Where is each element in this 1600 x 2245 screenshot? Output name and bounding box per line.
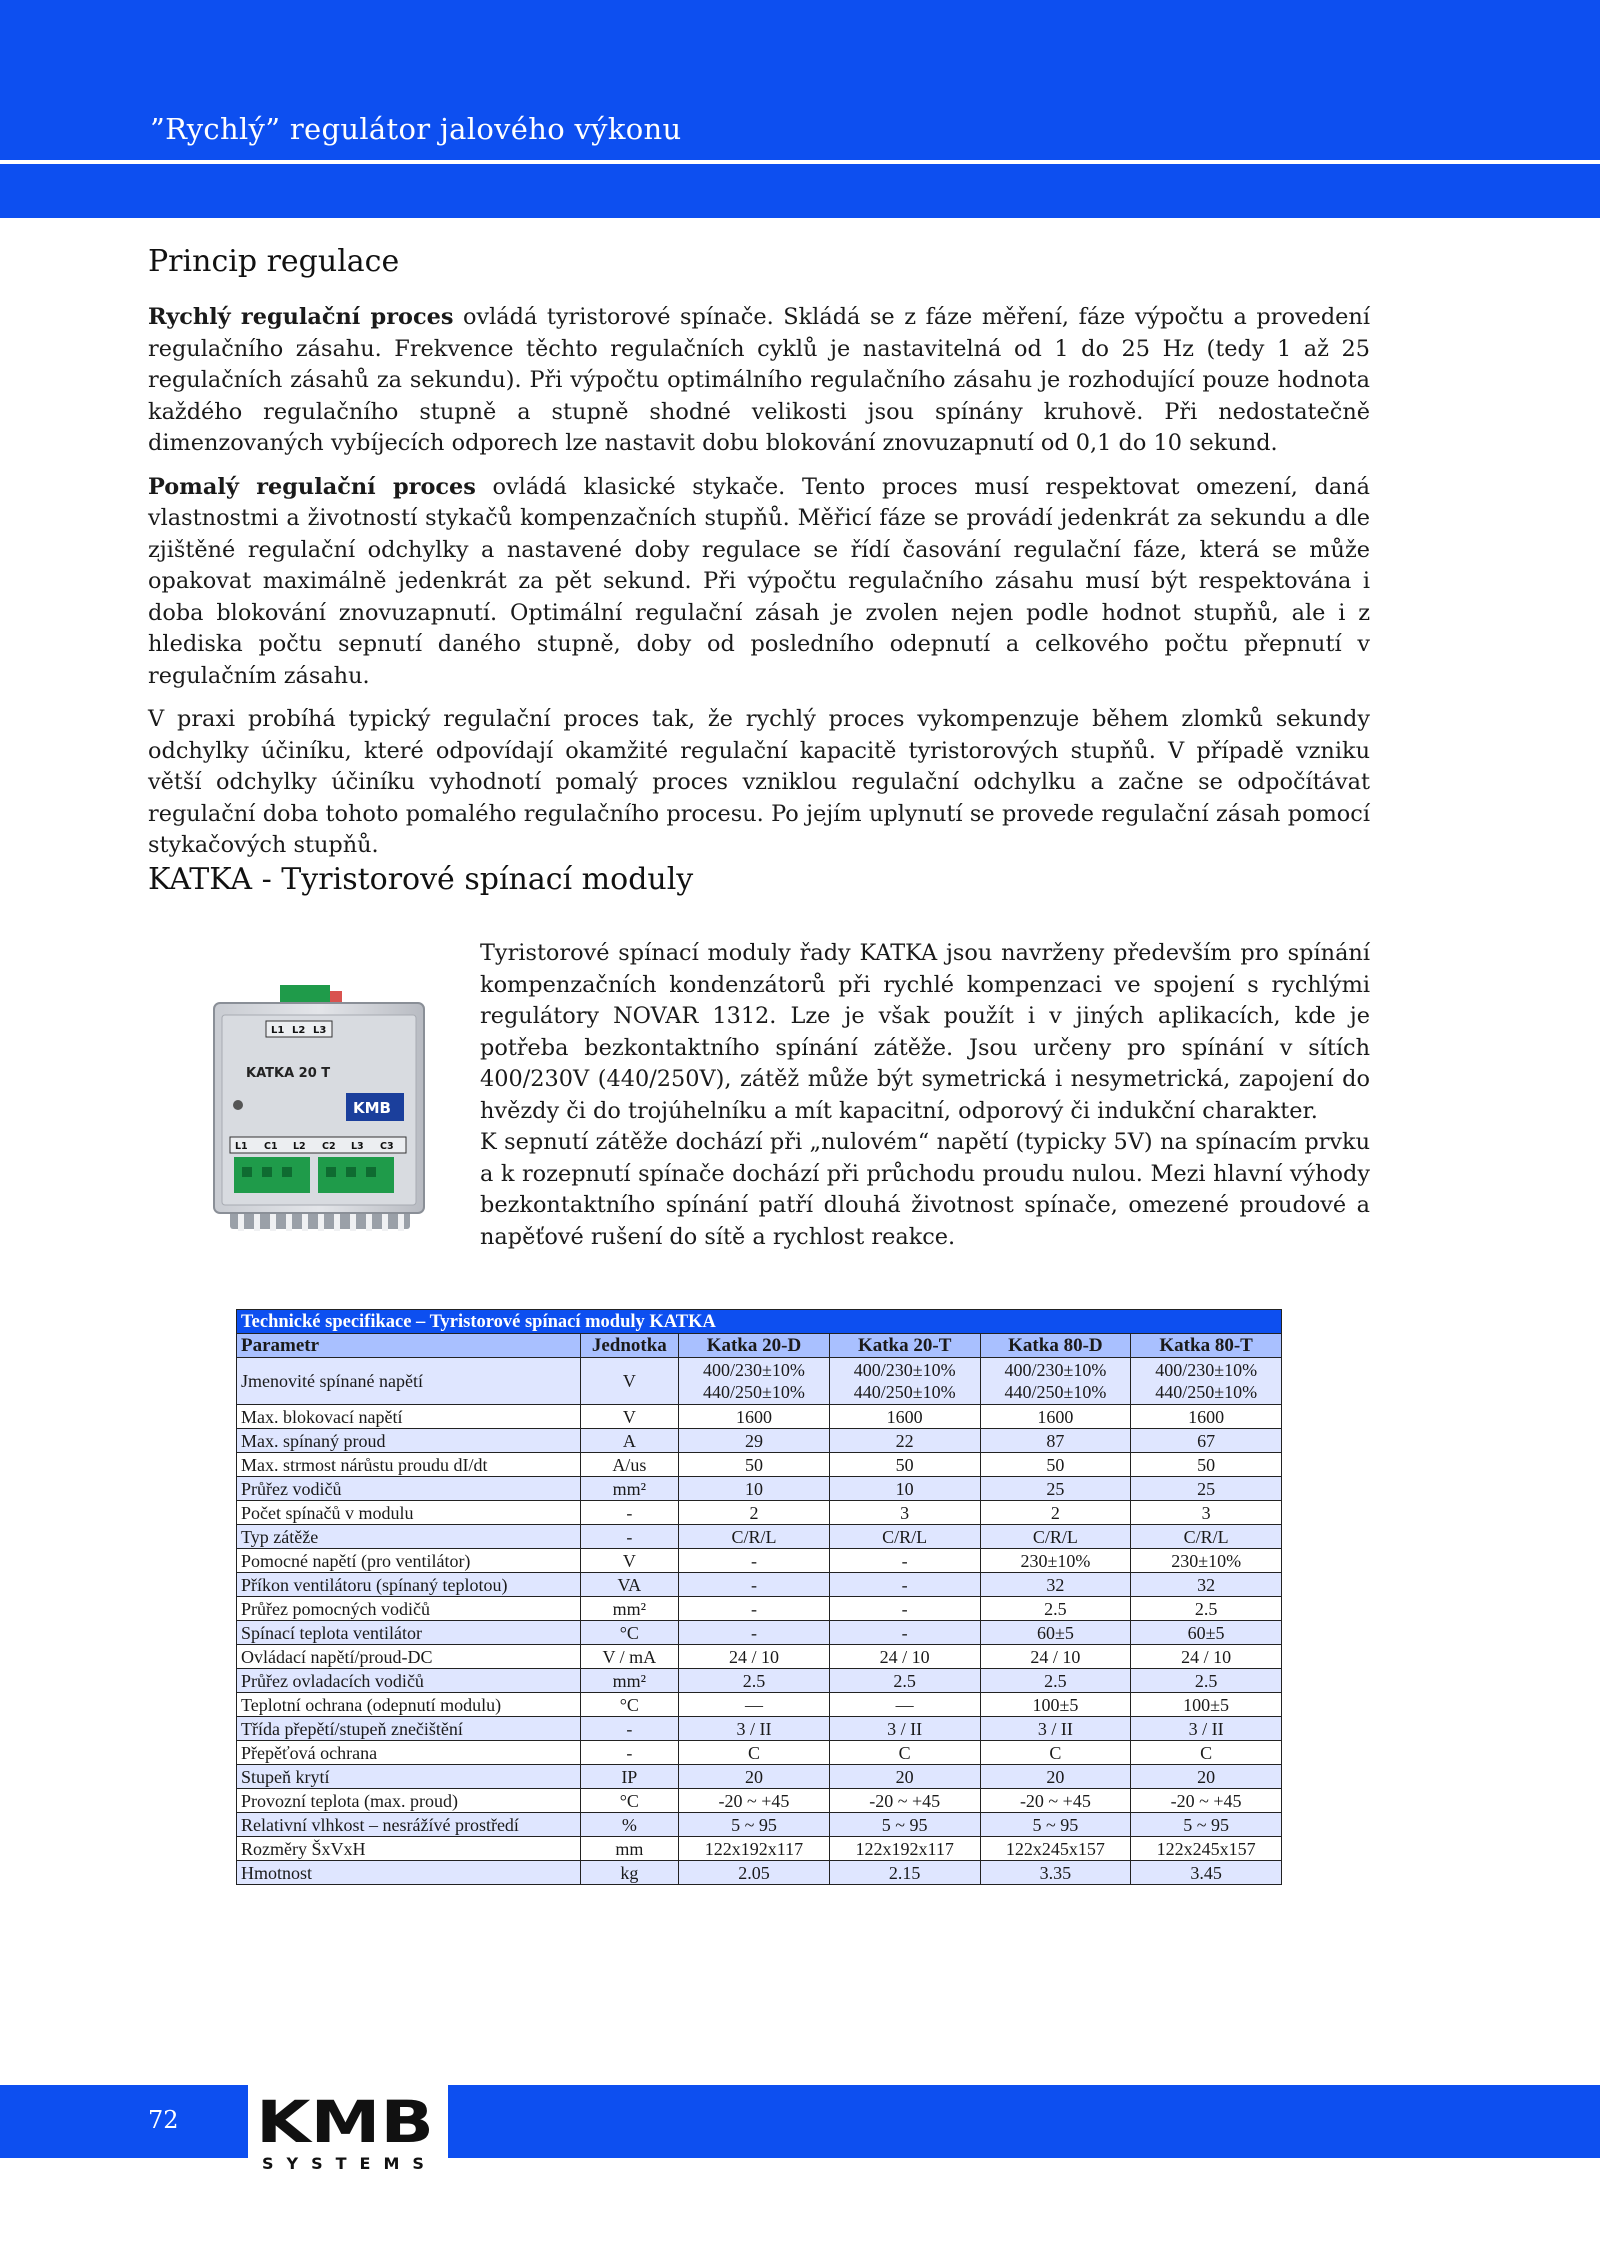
spec-value-cell: 230±10% bbox=[980, 1549, 1131, 1573]
spec-value-cell: 50 bbox=[1131, 1453, 1282, 1477]
spec-unit-cell: mm bbox=[580, 1837, 679, 1861]
spec-unit-cell: VA bbox=[580, 1573, 679, 1597]
spec-unit-cell: A bbox=[580, 1429, 679, 1453]
spec-value-cell: C bbox=[980, 1741, 1131, 1765]
spec-value-cell: 87 bbox=[980, 1429, 1131, 1453]
spec-unit-cell: mm² bbox=[580, 1477, 679, 1501]
spec-value-cell: 24 / 10 bbox=[829, 1645, 980, 1669]
spec-unit-cell: °C bbox=[580, 1621, 679, 1645]
spec-value-cell: C/R/L bbox=[679, 1525, 830, 1549]
lead-rychly: Rychlý regulační proces bbox=[148, 304, 454, 330]
spec-value-cell: 2.5 bbox=[829, 1669, 980, 1693]
spec-row bbox=[237, 1813, 1282, 1837]
spec-value-cell: C bbox=[829, 1741, 980, 1765]
spec-value-cell: 3 / II bbox=[679, 1717, 830, 1741]
spec-value-cell: C bbox=[679, 1741, 830, 1765]
spec-row bbox=[237, 1477, 1282, 1501]
spec-row bbox=[237, 1837, 1282, 1861]
spec-row bbox=[237, 1693, 1282, 1717]
section-heading-katka: KATKA - Tyristorové spínací moduly bbox=[148, 862, 694, 897]
spec-param-cell: Jmenovité spínané napětí bbox=[237, 1358, 581, 1405]
spec-value-cell: 20 bbox=[1131, 1765, 1282, 1789]
text-rychly: ovládá tyristorové spínače. Skládá se z fáze měření, fáze výpočtu a provedení regulačního zásahu. Frekvence těchto regulačních cyklů je nastavitelná od 1 do 25 Hz (tedy 1 až 25 regulačních zásahů za sekundu). Při výpočtu optimálního regulačního zásahu je rozhodující pouze hodnota každého regulačního stupně a stupně shodné velikosti jsou spínány kruhově. Při nedostatečně dimenzovaných vybíjecích odporech lze nastavit dobu blokování znovuzapnutí od 0,1 do 10 sekund. bbox=[148, 304, 1370, 456]
spec-value-cell: 32 bbox=[1131, 1573, 1282, 1597]
spec-row bbox=[237, 1405, 1282, 1429]
spec-param-cell: Stupeň krytí bbox=[237, 1765, 581, 1789]
spec-unit-cell: - bbox=[580, 1741, 679, 1765]
footer-band bbox=[0, 2085, 1600, 2158]
paragraph-rychly bbox=[148, 302, 1370, 460]
spec-unit-cell: V / mA bbox=[580, 1645, 679, 1669]
spec-value-cell: 25 bbox=[1131, 1477, 1282, 1501]
spec-value-cell: 50 bbox=[679, 1453, 830, 1477]
spec-unit-cell: A/us bbox=[580, 1453, 679, 1477]
spec-value-cell: -20 ~ +45 bbox=[1131, 1789, 1282, 1813]
lead-pomaly: Pomalý regulační proces bbox=[148, 473, 476, 500]
spec-param-cell: Relativní vlhkost – nesrážívé prostředí bbox=[237, 1813, 581, 1837]
spec-row bbox=[237, 1789, 1282, 1813]
section-heading-princip: Princip regulace bbox=[148, 244, 400, 279]
spec-row bbox=[237, 1573, 1282, 1597]
spec-table bbox=[236, 1309, 1282, 1885]
svg-text:C2: C2 bbox=[322, 1141, 336, 1152]
spec-param-cell: Průřez ovladacích vodičů bbox=[237, 1669, 581, 1693]
spec-value-cell: 3 / II bbox=[829, 1717, 980, 1741]
spec-value-cell: 122x245x157 bbox=[1131, 1837, 1282, 1861]
spec-param-cell: Počet spínačů v modulu bbox=[237, 1501, 581, 1525]
spec-value-cell: 230±10% bbox=[1131, 1549, 1282, 1573]
spec-table-title: Technické specifikace – Tyristorové spínací moduly KATKA bbox=[237, 1310, 1282, 1334]
svg-text:L1: L1 bbox=[235, 1141, 248, 1152]
spec-value-cell: 5 ~ 95 bbox=[829, 1813, 980, 1837]
spec-unit-cell: °C bbox=[580, 1693, 679, 1717]
spec-value-cell: 20 bbox=[980, 1765, 1131, 1789]
header-title: ”Rychlý” regulátor jalového výkonu bbox=[150, 112, 682, 146]
spec-row bbox=[237, 1765, 1282, 1789]
spec-value-cell: 3 / II bbox=[980, 1717, 1131, 1741]
spec-value-cell: — bbox=[679, 1693, 830, 1717]
top-phase-labels bbox=[266, 1021, 332, 1037]
spec-value-cell: 1600 bbox=[980, 1405, 1131, 1429]
spec-param-cell: Teplotní ochrana (odepnutí modulu) bbox=[237, 1693, 581, 1717]
spec-value-cell: C bbox=[1131, 1741, 1282, 1765]
spec-param-cell: Provozní teplota (max. proud) bbox=[237, 1789, 581, 1813]
spec-row bbox=[237, 1861, 1282, 1885]
spec-param-cell: Spínací teplota ventilátor bbox=[237, 1621, 581, 1645]
spec-unit-cell: - bbox=[580, 1525, 679, 1549]
spec-value-cell: - bbox=[679, 1549, 830, 1573]
spec-param-cell: Třída přepětí/stupeň znečištění bbox=[237, 1717, 581, 1741]
spec-value-cell: 122x192x117 bbox=[679, 1837, 830, 1861]
section-body-katka bbox=[480, 938, 1370, 1253]
spec-value-cell: 10 bbox=[829, 1477, 980, 1501]
spec-value-cell: 5 ~ 95 bbox=[679, 1813, 830, 1837]
svg-text:C3: C3 bbox=[380, 1141, 394, 1152]
spec-value-cell: 2.5 bbox=[1131, 1669, 1282, 1693]
kmb-logo-mark bbox=[256, 2092, 436, 2146]
spec-value-cell: -20 ~ +45 bbox=[679, 1789, 830, 1813]
spec-param-cell: Pomocné napětí (pro ventilátor) bbox=[237, 1549, 581, 1573]
spec-unit-cell: IP bbox=[580, 1765, 679, 1789]
spec-row bbox=[237, 1621, 1282, 1645]
spec-param-cell: Hmotnost bbox=[237, 1861, 581, 1885]
spec-value-cell: 3 bbox=[1131, 1501, 1282, 1525]
device-model-label: KATKA 20 T bbox=[246, 1066, 331, 1081]
spec-value-cell: C/R/L bbox=[829, 1525, 980, 1549]
svg-text:L2: L2 bbox=[293, 1141, 306, 1152]
spec-unit-cell: V bbox=[580, 1358, 679, 1405]
spec-param-cell: Průřez vodičů bbox=[237, 1477, 581, 1501]
spec-unit-cell: - bbox=[580, 1717, 679, 1741]
spec-value-cell: 2 bbox=[980, 1501, 1131, 1525]
ce-mark-icon bbox=[233, 1100, 243, 1110]
spec-value-cell: C/R/L bbox=[1131, 1525, 1282, 1549]
spec-value-cell: - bbox=[679, 1597, 830, 1621]
spec-value-cell: 67 bbox=[1131, 1429, 1282, 1453]
spec-value-cell: 5 ~ 95 bbox=[1131, 1813, 1282, 1837]
paragraph-katka-intro: Tyristorové spínací moduly řady KATKA jsou navrženy především pro spínání kompenzačních kondenzátorů při rychlé kompenzaci ve spojení s rychlými regulátory NOVAR 1312. Lze je však použít i v jiných aplikacích, kde je potřeba bezkontaktního spínání zátěže. Jsou určeny pro spínání v sítích 400/230V (440/250V), zátěž může být symetrická i nesymetrická, zapojení do hvězdy či do trojúhelníku a mít kapacitní, odporový či indukční charakter. bbox=[480, 940, 1370, 1124]
spec-value-cell: 3.35 bbox=[980, 1861, 1131, 1885]
spec-param-cell: Max. strmost nárůstu proudu dI/dt bbox=[237, 1453, 581, 1477]
spec-value-cell: — bbox=[829, 1693, 980, 1717]
spec-value-cell: 10 bbox=[679, 1477, 830, 1501]
spec-value-cell: 2 bbox=[679, 1501, 830, 1525]
kmb-logo-subtitle: SYSTEMS bbox=[262, 2154, 437, 2173]
spec-value-cell: 100±5 bbox=[1131, 1693, 1282, 1717]
spec-unit-cell: - bbox=[580, 1501, 679, 1525]
spec-value-cell: - bbox=[829, 1621, 980, 1645]
spec-unit-cell: mm² bbox=[580, 1597, 679, 1621]
header-lower-band bbox=[0, 164, 1600, 218]
device-brand-label: KMB bbox=[353, 1099, 391, 1117]
spec-value-cell: 400/230±10% 440/250±10% bbox=[829, 1358, 980, 1405]
svg-text:L3: L3 bbox=[351, 1141, 364, 1152]
spec-value-cell: 122x245x157 bbox=[980, 1837, 1131, 1861]
spec-value-cell: 29 bbox=[679, 1429, 830, 1453]
spec-unit-cell: °C bbox=[580, 1789, 679, 1813]
spec-unit-cell: kg bbox=[580, 1861, 679, 1885]
spec-header-cell: Jednotka bbox=[580, 1334, 679, 1358]
spec-value-cell: 400/230±10% 440/250±10% bbox=[679, 1358, 830, 1405]
spec-value-cell: 2.5 bbox=[980, 1669, 1131, 1693]
spec-row bbox=[237, 1645, 1282, 1669]
spec-value-cell: - bbox=[679, 1573, 830, 1597]
spec-value-cell: 2.5 bbox=[679, 1669, 830, 1693]
section-body-princip bbox=[148, 302, 1370, 874]
svg-text:C1: C1 bbox=[264, 1141, 278, 1152]
spec-unit-cell: mm² bbox=[580, 1669, 679, 1693]
spec-param-cell: Přepěťová ochrana bbox=[237, 1741, 581, 1765]
spec-header-cell: Katka 20-D bbox=[679, 1334, 830, 1358]
spec-value-cell: 2.5 bbox=[980, 1597, 1131, 1621]
katka-module-photo bbox=[210, 985, 428, 1245]
spec-value-cell: 24 / 10 bbox=[679, 1645, 830, 1669]
top-connector-red bbox=[330, 991, 342, 1003]
spec-value-cell: 1600 bbox=[1131, 1405, 1282, 1429]
spec-value-cell: 2.5 bbox=[1131, 1597, 1282, 1621]
page-number: 72 bbox=[148, 2106, 179, 2134]
spec-value-cell: -20 ~ +45 bbox=[829, 1789, 980, 1813]
spec-value-cell: 20 bbox=[829, 1765, 980, 1789]
spec-param-cell: Max. blokovací napětí bbox=[237, 1405, 581, 1429]
spec-param-cell: Příkon ventilátoru (spínaný teplotou) bbox=[237, 1573, 581, 1597]
spec-unit-cell: V bbox=[580, 1549, 679, 1573]
spec-value-cell: - bbox=[829, 1573, 980, 1597]
spec-header-cell: Katka 80-D bbox=[980, 1334, 1131, 1358]
spec-value-cell: 2.05 bbox=[679, 1861, 830, 1885]
paragraph-pomaly bbox=[148, 472, 1370, 693]
spec-row bbox=[237, 1525, 1282, 1549]
svg-text:L2: L2 bbox=[292, 1025, 306, 1036]
paragraph-katka-switching: K sepnutí zátěže dochází při „nulovém“ napětí (typicky 5V) na spínacím prvku a k rozepnutí spínače dochází při průchodu proudu nulou. Mezi hlavní výhody bezkontaktního spínání patří dlouhá životnost spínače, omezené proudové a napěťové rušení do sítě a rychlost reakce. bbox=[480, 1129, 1370, 1250]
spec-value-cell: C/R/L bbox=[980, 1525, 1131, 1549]
paragraph-praxe: V praxi probíhá typický regulační proces tak, že rychlý proces vykompenzuje během zlomků sekundy odchylky účiníku, které odpovídají okamžité regulační kapacitě tyristorových stupňů. V případě vzniku větší odchylky účiníku vyhodnotí pomalý proces vzniklou regulační odchylku a začne se odpočítávat regulační doba tohoto pomalého regulačního procesu. Po jejím uplynutí se provede regulační zásah pomocí stykačových stupňů. bbox=[148, 706, 1370, 858]
spec-value-cell: 24 / 10 bbox=[980, 1645, 1131, 1669]
spec-header-cell: Katka 20-T bbox=[829, 1334, 980, 1358]
spec-row bbox=[237, 1669, 1282, 1693]
svg-text:L1: L1 bbox=[271, 1025, 285, 1036]
spec-value-cell: 32 bbox=[980, 1573, 1131, 1597]
spec-value-cell: - bbox=[829, 1549, 980, 1573]
spec-header-cell: Parametr bbox=[237, 1334, 581, 1358]
spec-value-cell: 50 bbox=[829, 1453, 980, 1477]
text-pomaly: ovládá klasické stykače. Tento proces musí respektovat omezení, daná vlastnostmi a životností stykačů kompenzačních stupňů. Měřicí fáze se provádí jedenkrát za sekundu a dle zjištěné regulační odchylky a nastavené doby regulace se řídí časování regulační fáze, která se může opakovat maximálně jedenkrát za pět sekund. Při výpočtu regulačního zásahu musí být respektována i doba blokování znovuzapnutí. Optimální regulační zásah je zvolen nejen podle hodnot stupňů, ale i z hlediska počtu sepnutí daného stupně, doby od posledního odepnutí a celkového počtu přepnutí v regulačním zásahu. bbox=[148, 473, 1370, 689]
spec-value-cell: 20 bbox=[679, 1765, 830, 1789]
svg-text:L3: L3 bbox=[313, 1025, 327, 1036]
spec-value-cell: 1600 bbox=[679, 1405, 830, 1429]
spec-row bbox=[237, 1501, 1282, 1525]
spec-value-cell: 1600 bbox=[829, 1405, 980, 1429]
spec-row bbox=[237, 1597, 1282, 1621]
spec-param-cell: Průřez pomocných vodičů bbox=[237, 1597, 581, 1621]
spec-value-cell: 24 / 10 bbox=[1131, 1645, 1282, 1669]
spec-header-cell: Katka 80-T bbox=[1131, 1334, 1282, 1358]
spec-row bbox=[237, 1717, 1282, 1741]
spec-value-cell: 25 bbox=[980, 1477, 1131, 1501]
spec-value-cell: - bbox=[679, 1621, 830, 1645]
spec-value-cell: 60±5 bbox=[980, 1621, 1131, 1645]
svg-text:KMB: KMB bbox=[256, 2092, 434, 2146]
spec-param-cell: Rozměry ŠxVxH bbox=[237, 1837, 581, 1861]
spec-unit-cell: V bbox=[580, 1405, 679, 1429]
spec-row bbox=[237, 1549, 1282, 1573]
spec-value-cell: 400/230±10% 440/250±10% bbox=[1131, 1358, 1282, 1405]
spec-param-cell: Max. spínaný proud bbox=[237, 1429, 581, 1453]
spec-param-cell: Typ zátěže bbox=[237, 1525, 581, 1549]
spec-value-cell: -20 ~ +45 bbox=[980, 1789, 1131, 1813]
spec-value-cell: 400/230±10% 440/250±10% bbox=[980, 1358, 1131, 1405]
spec-value-cell: 3 / II bbox=[1131, 1717, 1282, 1741]
spec-value-cell: 5 ~ 95 bbox=[980, 1813, 1131, 1837]
spec-value-cell: 22 bbox=[829, 1429, 980, 1453]
spec-row bbox=[237, 1358, 1282, 1405]
spec-row bbox=[237, 1429, 1282, 1453]
spec-value-cell: 2.15 bbox=[829, 1861, 980, 1885]
spec-value-cell: 100±5 bbox=[980, 1693, 1131, 1717]
spec-row bbox=[237, 1741, 1282, 1765]
spec-value-cell: 3.45 bbox=[1131, 1861, 1282, 1885]
spec-value-cell: 50 bbox=[980, 1453, 1131, 1477]
spec-value-cell: - bbox=[829, 1597, 980, 1621]
spec-param-cell: Ovládací napětí/proud-DC bbox=[237, 1645, 581, 1669]
spec-value-cell: 60±5 bbox=[1131, 1621, 1282, 1645]
kmb-logo bbox=[256, 2092, 446, 2184]
spec-value-cell: 3 bbox=[829, 1501, 980, 1525]
spec-value-cell: 122x192x117 bbox=[829, 1837, 980, 1861]
spec-unit-cell: % bbox=[580, 1813, 679, 1837]
spec-row bbox=[237, 1453, 1282, 1477]
bottom-phase-labels bbox=[230, 1137, 406, 1153]
